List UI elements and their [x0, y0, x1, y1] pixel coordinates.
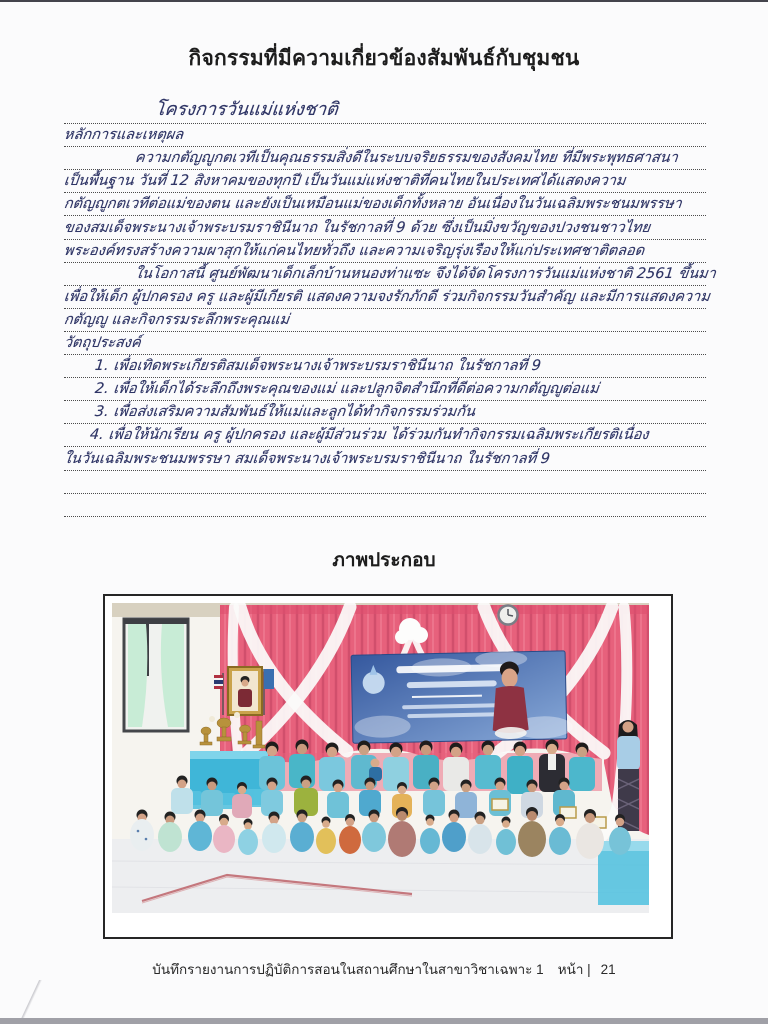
page-number: 21 — [600, 962, 616, 977]
community-photo-svg — [112, 603, 649, 913]
handwriting-text: หลักการและเหตุผล — [63, 127, 185, 144]
framed-portrait — [228, 667, 262, 715]
scan-artifact-bottom-edge — [0, 1018, 768, 1024]
handwriting-text: 4. เพื่อให้นักเรียน ครู ผู้ปกครอง และผู้มีส่วนร่วม ได้ร่วมกันทำกิจกรรมเฉลิมพระเกียรติเนื่อง — [89, 427, 650, 444]
handwriting-text: เพื่อให้เด็ก ผู้ปกครอง ครู และผู้มีเกียรติ แสดงความจงรักภักดี ร่วมกิจกรรมวันสำคัญ และมีการแสดงความ — [63, 288, 711, 305]
handwriting-line — [64, 216, 706, 240]
photo-section-title: ภาพประกอบ — [332, 550, 436, 571]
window — [124, 619, 188, 731]
handwriting-text: 3. เพื่อส่งเสริมความสัมพันธ์ให้แม่และลูกได้ทำกิจกรรมร่วมกัน — [94, 404, 476, 421]
handwriting-text: กตัญญูกตเวทีต่อแม่ของตน และยังเป็นเหมือนแม่ของเด็กทั้งหลาย อันเนื่องในวันเฉลิมพระชนมพรรษา — [63, 196, 683, 213]
handwriting-line — [64, 400, 706, 424]
photo-floor — [112, 839, 649, 913]
handwriting-line — [64, 100, 706, 124]
handwriting-line — [64, 331, 706, 355]
handwriting-line — [64, 423, 706, 447]
handwriting-text: ในโอกาสนี้ ศูนย์พัฒนาเด็กเล็กบ้านหนองท่าแซะ จึงได้จัดโครงการวันแม่แห่งชาติ 2561 ขึ้นมา — [134, 265, 717, 282]
handwriting-text: 1. เพื่อเทิดพระเกียรติสมเด็จพระนางเจ้าพระบรมราชินีนาถ ในรัชกาลที่ 9 — [94, 358, 542, 375]
footer-text: บันทึกรายงานการปฏิบัติการสอนในสถานศึกษาในสาขาวิชาเฉพาะ 1 — [152, 962, 544, 977]
scan-artifact-fold — [6, 980, 58, 1018]
scan-artifact-top-edge — [0, 0, 768, 2]
handwriting-text: วัตถุประสงค์ — [63, 335, 142, 351]
handwriting-text: ในวันเฉลิมพระชนมพรรษา สมเด็จพระนางเจ้าพระบรมราชินีนาถ ในรัชกาลที่ 9 — [63, 450, 551, 467]
handwriting-line — [64, 308, 706, 332]
handwriting-line — [64, 146, 706, 170]
page-title: กิจกรรมที่มีความเกี่ยวข้องสัมพันธ์กับชุมชน — [188, 47, 580, 70]
wall-clock — [499, 606, 518, 625]
handwriting-line — [64, 262, 717, 286]
handwriting-text: 2. เพื่อให้เด็กได้ระลึกถึงพระคุณของแม่ และปลูกจิตสำนึกที่ดีต่อความกตัญญูต่อแม่ — [94, 381, 600, 398]
handwriting-line — [64, 447, 706, 471]
page-footer — [0, 958, 768, 980]
handwriting-text: ของสมเด็จพระนางเจ้าพระบรมราชินีนาถ ในรัชกาลที่ 9 ด้วย ซึ่งเป็นมิ่งขวัญของปวงชนชาวไทย — [63, 219, 651, 236]
handwriting-section — [63, 99, 717, 520]
page-label: หน้า | — [557, 962, 591, 977]
handwriting-line — [63, 285, 711, 309]
mothers-day-banner — [351, 650, 573, 744]
handwriting-line — [64, 493, 706, 517]
handwriting-line — [64, 377, 706, 401]
handwriting-text: โครงการวันแม่แห่งชาติ — [153, 99, 339, 120]
handwriting-text: กตัญญู และกิจกรรมระลึกพระคุณแม่ — [63, 311, 290, 328]
handwriting-line — [64, 470, 706, 494]
handwriting-text: ความกตัญญูกตเวทีเป็นคุณธรรมสิ่งดีในระบบจริยธรรมของสังคมไทย ที่มีพระพุทธศาสนา — [134, 150, 679, 167]
photo-frame — [103, 594, 673, 939]
handwriting-line — [64, 169, 706, 193]
handwriting-text: พระองค์ทรงสร้างความผาสุกให้แก่คนไทยทั่วถึง และความเจริญรุ่งเรืองให้แก่ประเทศชาติตลอด — [63, 242, 646, 259]
handwriting-line — [64, 354, 706, 378]
handwriting-text: เป็นพื้นฐาน วันที่ 12 สิงหาคมของทุกปี เป็นวันแม่แห่งชาติที่คนไทยในประเทศได้แสดงความ — [63, 173, 627, 190]
handwriting-line — [64, 239, 706, 263]
handwriting-line — [64, 123, 706, 147]
handwriting-line — [64, 192, 706, 216]
